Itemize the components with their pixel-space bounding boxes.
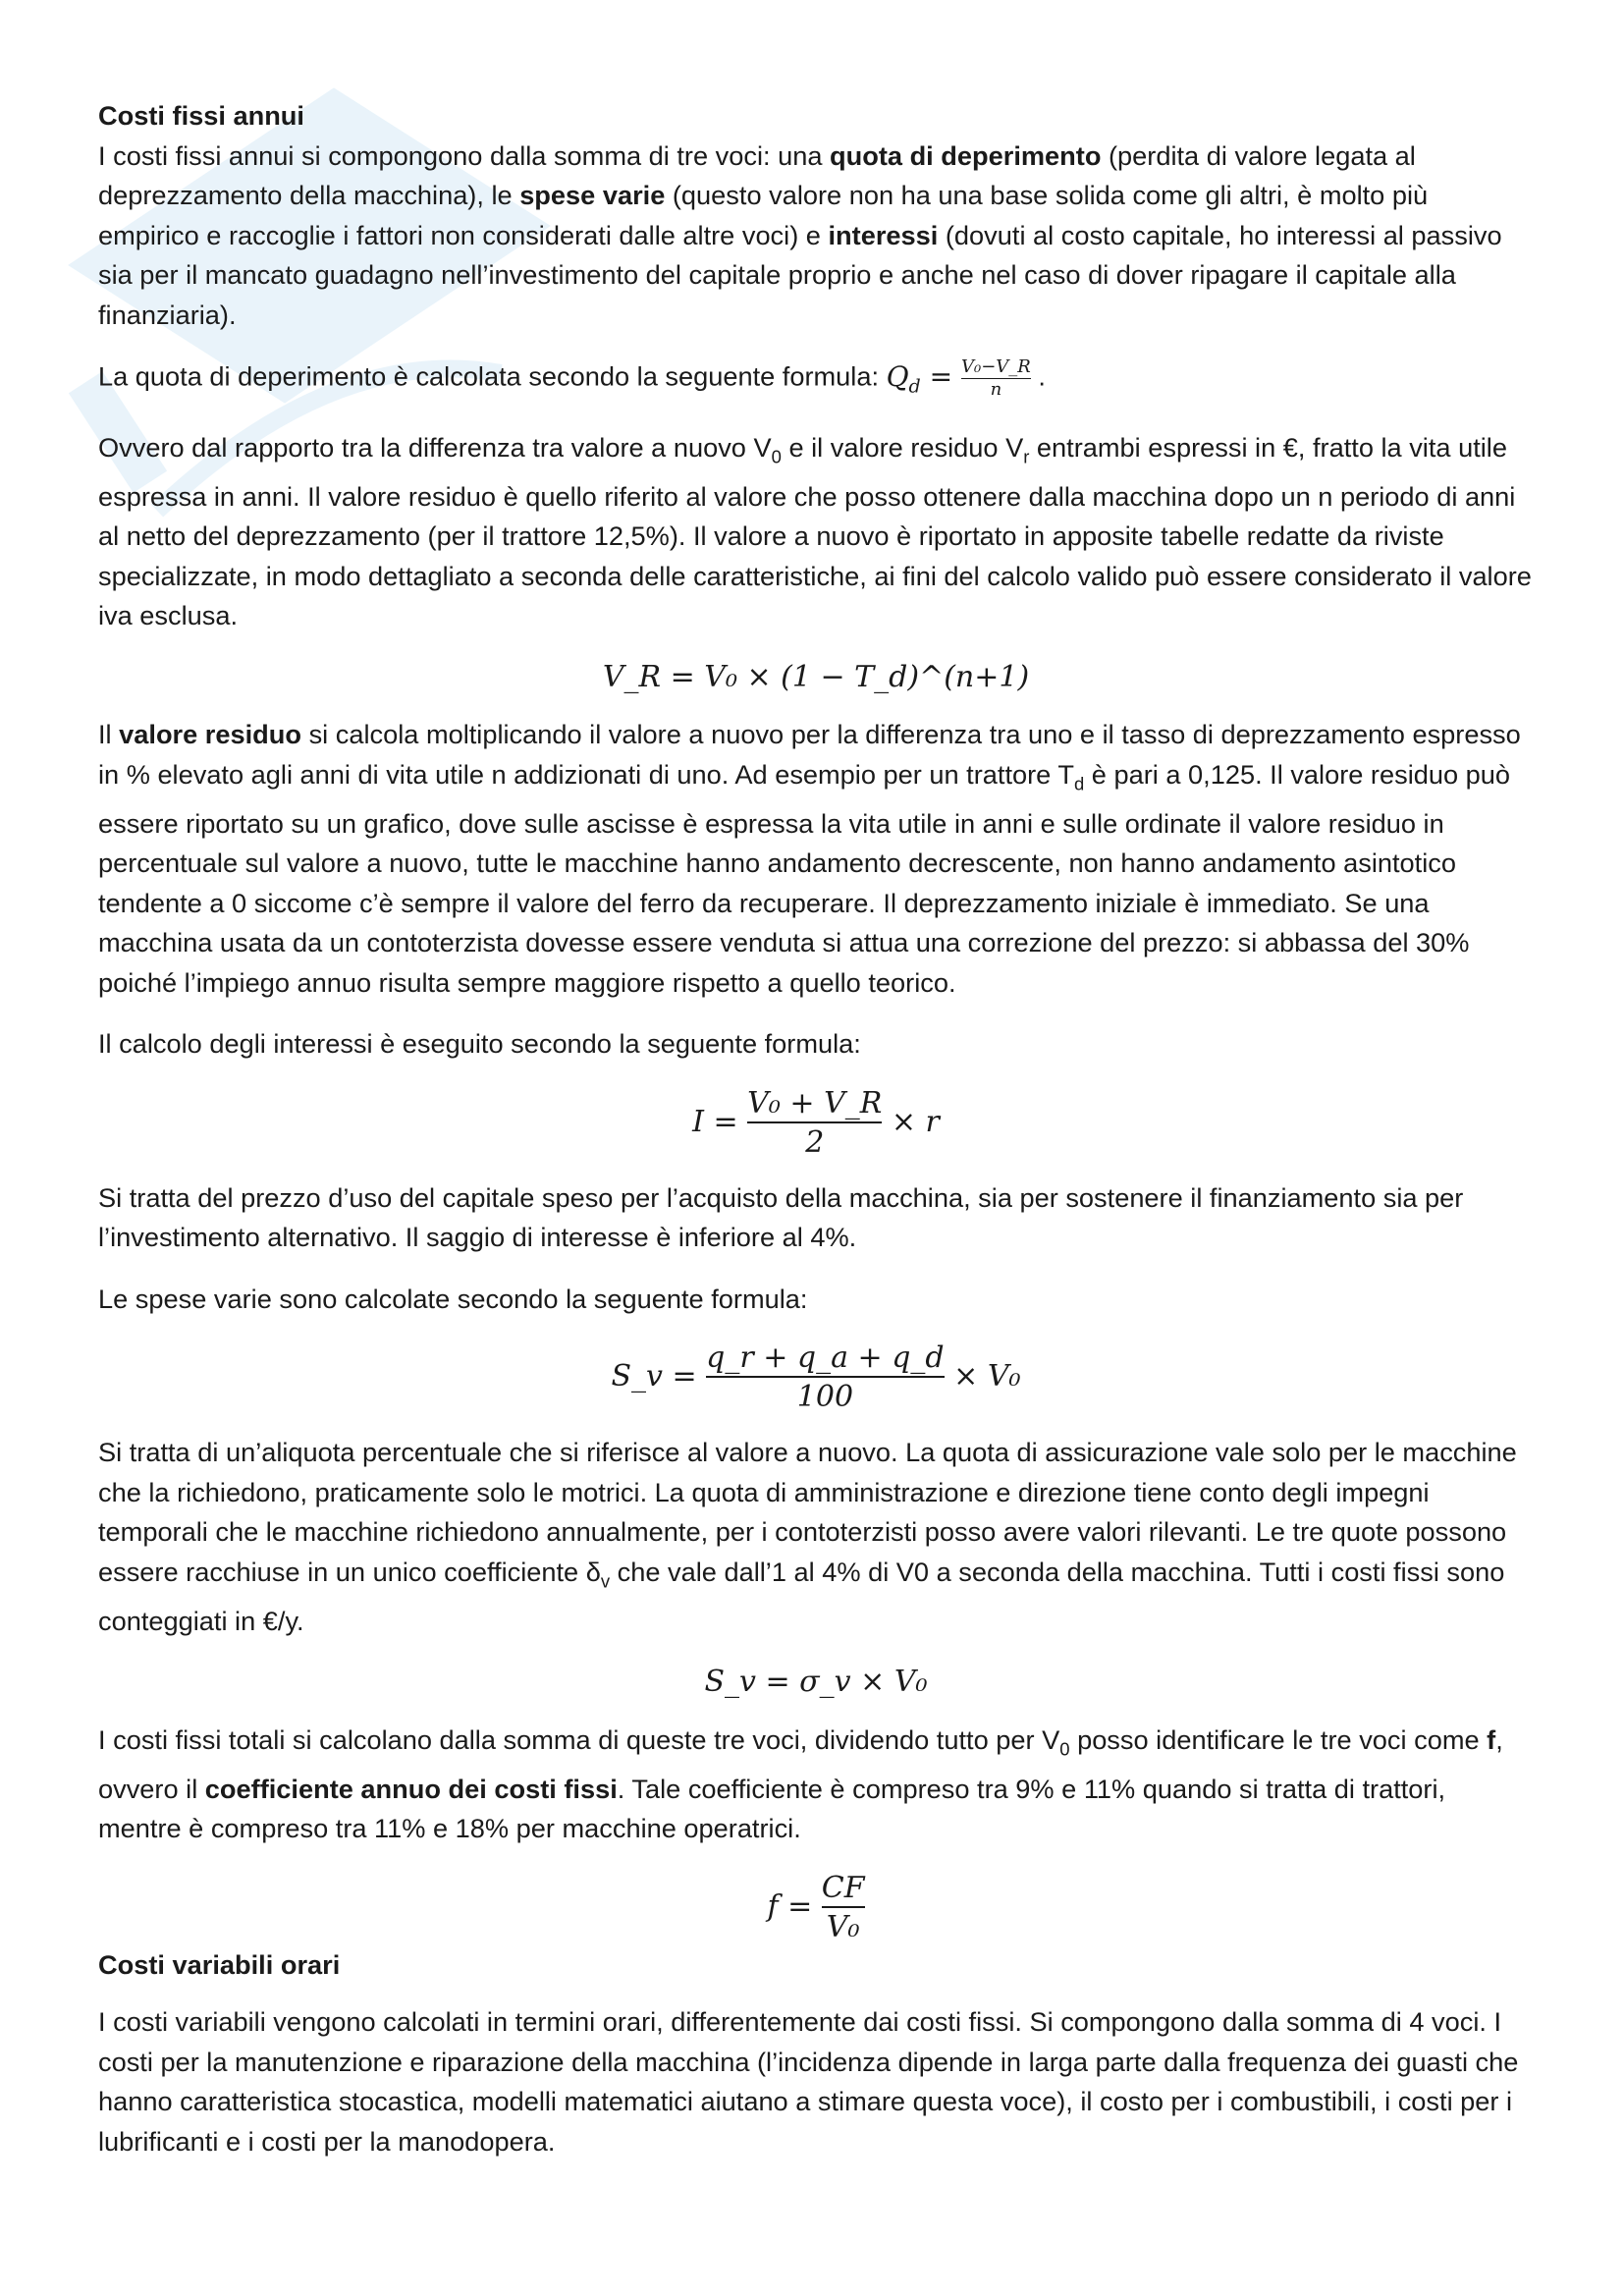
section-heading-costi-variabili: Costi variabili orari [98, 1948, 341, 1980]
valore-residuo-formula: V_R = V₀ × (1 − T_d)^(n+1) [602, 659, 1030, 694]
spese-varie-coefficient-formula: S_v = σ_v × V₀ [704, 1665, 928, 1700]
quota-deperimento-paragraph: Ovvero dal rapporto tra la differenza tra valore a nuovo $V_0$ e il valore residuo $V_r$ entrambi espressi in €, fratto la vita utile espressa in anni. Il valore residuo è quello riferito al valore che posso ottenere dalla macchina dopo un n periodo di anni al netto del deprezzamento (per il trattore 12,5%). Il valore a nuovo è riportato in apposite tabelle redatte da riviste specializzate, in modo dettagliato a seconda delle caratteristiche, ai fini del calcolo valido può essere considerato il valore iva esclusa. [98, 431, 1532, 631]
section-heading-costi-fissi: Costi fissi annui [98, 100, 304, 131]
quota-deperimento-line: La quota di deperimento è calcolata secondo la seguente formula: $Q_d$ = $\frac{\text{V₀−V\_R}}{n}$ . [98, 356, 1046, 400]
qd-fraction: $\frac{\text{V₀−V\_R}}{n}$ [960, 356, 1031, 400]
costi-fissi-totali-paragraph: I costi fissi totali si calcolano dalla somma di queste tre voci, dividendo tutto per $V_0$ posso identificare le tre voci come f, ovvero il coefficiente annuo dei costi fissi. Tale coefficiente è compreso tra 9% e 11% quando si tratta di trattori, mentre è compreso tra 11% e 18% per macchine operatrici. [98, 1723, 1503, 1844]
spese-varie-intro: Le spese varie sono calcolate secondo la seguente formula: [98, 1283, 808, 1314]
spese-varie-formula: S_v = $\frac{q\_r + q\_a + q\_d}{100}$ × V₀ [611, 1340, 1021, 1415]
interessi-paragraph: Si tratta del prezzo d’uso del capitale speso per l’acquisto della macchina, sia per sostenere il finanziamento sia per l’investimento alternativo. Il saggio di interesse è inferiore al 4%. [98, 1181, 1464, 1253]
document-body [98, 96, 1534, 2183]
coefficiente-f-formula: f = $\frac{CF}{\text{V₀}}$ [767, 1870, 865, 1944]
interessi-formula: I = $\frac{\text{V₀ + V\_R}}{2}$ × r [692, 1085, 940, 1160]
intro-paragraph: I costi fissi annui si compongono dalla somma di tre voci: una quota di deperimento (perdita di valore legata al deprezzamento della macchina), le spese varie (questo valore non ha una base solida come gli altri, è molto più empirico e raccoglie i fattori non considerati dalle altre voci) e interessi (dovuti al costo capitale, ho interessi al passivo sia per il mancato guadagno nell’investimento del capitale proprio e anche nel caso di dover ripagare il capitale alla finanziaria). [98, 139, 1502, 330]
spese-varie-paragraph: Si tratta di un’aliquota percentuale che si riferisce al valore a nuovo. La quota di assicurazione vale solo per le macchine che la richiedono, praticamente solo le motrici. La quota di amministrazione e direzione tiene conto degli impegni temporali che le macchine richiedono annualmente, per i contoterzisti posso avere valori rilevanti. Le tre quote possono essere racchiuse in un unico coefficiente $\delta_v$ che vale dall’1 al 4% di V0 a seconda della macchina. Tutti i costi fissi sono conteggiati in €/y. [98, 1437, 1517, 1636]
costi-variabili-paragraph: I costi variabili vengono calcolati in termini orari, differentemente dai costi fissi. Si compongono dalla somma di 4 voci. I costi per la manutenzione e riparazione della macchina (l’incidenza dipende in larga parte dalla frequenza dei guasti che hanno caratteristica stocastica, modelli matematici aiutano a stimare questa voce), il costo per i combustibili, i costi per i lubrificanti e i costi per la manodopera. [98, 2006, 1519, 2157]
valore-residuo-paragraph: Il valore residuo si calcola moltiplicando il valore a nuovo per la differenza tra uno e il tasso di deprezzamento espresso in % elevato agli anni di vita utile n addizionati di uno. Ad esempio per un trattore $T_d$ è pari a 0,125. Il valore residuo può essere riportato su un grafico, dove sulle ascisse è espressa la vita utile in anni e sulle ordinate il valore residuo in percentuale sul valore a nuovo, tutte le macchine hanno andamento decrescente, non hanno andamento asintotico tendente a 0 siccome c’è sempre il valore del ferro da recuperare. Il deprezzamento iniziale è immediato. Se una macchina usata da un contoterzista dovesse essere venduta si attua una correzione del prezzo: si abbassa del 30% poiché l’impiego annuo risulta sempre maggiore rispetto a quello teorico. [98, 719, 1521, 998]
interessi-intro: Il calcolo degli interessi è eseguito secondo la seguente formula: [98, 1028, 861, 1060]
